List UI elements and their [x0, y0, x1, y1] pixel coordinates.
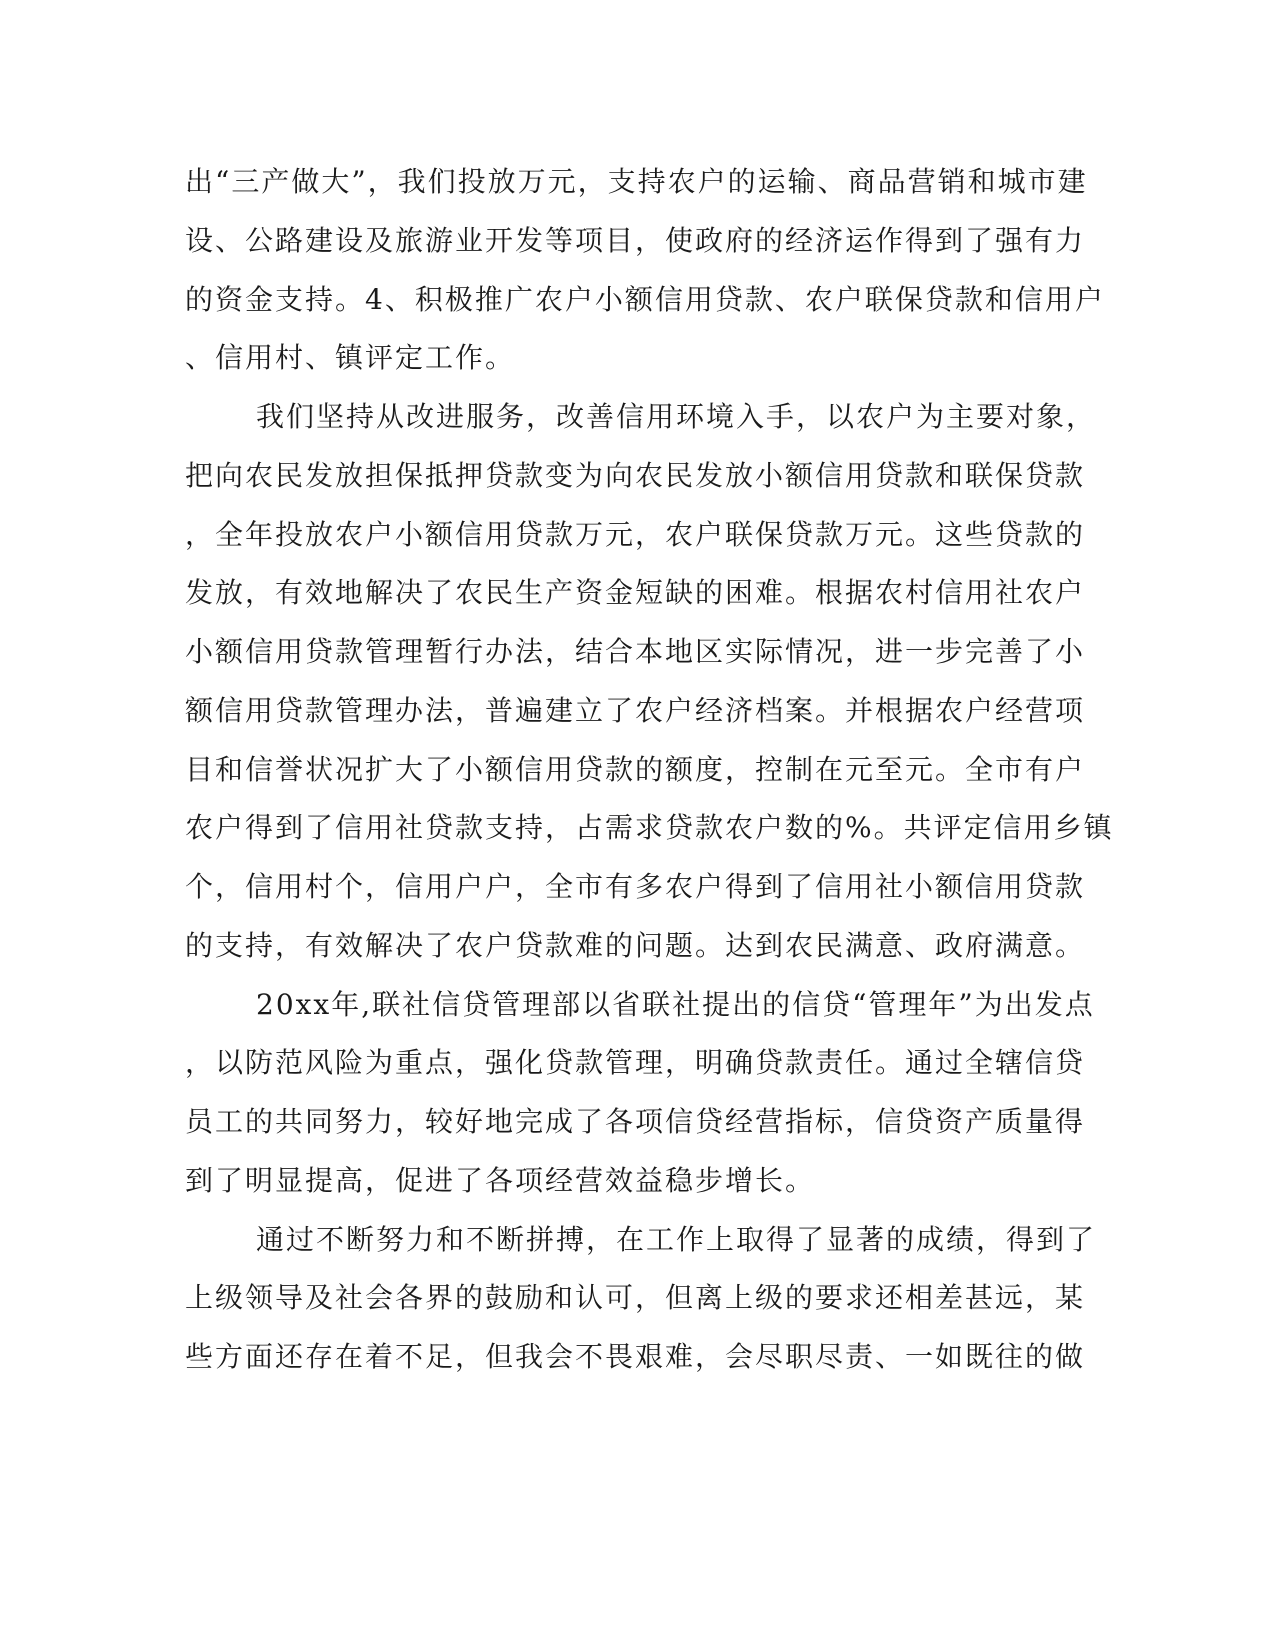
paragraph-first-line: 通过不断努力和不断拼搏，在工作上取得了显著的成绩，得到了	[256, 1223, 1097, 1256]
text-line: 小额信用贷款管理暂行办法，结合本地区实际情况，进一步完善了小	[185, 635, 1086, 668]
text-line: 的资金支持。4、积极推广农户小额信用贷款、农户联保贷款和信用户	[185, 283, 1105, 316]
text-line: 目和信誉状况扩大了小额信用贷款的额度，控制在元至元。全市有户	[185, 753, 1086, 786]
text-line: 出“三产做大”，我们投放万元，支持农户的运输、商品营销和城市建	[185, 165, 1088, 198]
text-line: 上级领导及社会各界的鼓励和认可，但离上级的要求还相差甚远，某	[185, 1281, 1086, 1314]
text-line: ，全年投放农户小额信用贷款万元，农户联保贷款万元。这些贷款的	[185, 518, 1086, 551]
text-line: 把向农民发放担保抵押贷款变为向农民发放小额信用贷款和联保贷款	[185, 459, 1086, 492]
paragraph-first-line: 我们坚持从改进服务，改善信用环境入手，以农户为主要对象，	[256, 400, 1097, 433]
text-line: 额信用贷款管理办法，普遍建立了农户经济档案。并根据农户经营项	[185, 694, 1086, 727]
text-line: 农户得到了信用社贷款支持，占需求贷款农户数的%。共评定信用乡镇	[185, 811, 1114, 844]
text-line: 到了明显提高，促进了各项经营效益稳步增长。	[185, 1164, 816, 1197]
text-line: 个，信用村个，信用户户，全市有多农户得到了信用社小额信用贷款	[185, 870, 1086, 903]
paragraph-first-line: 20xx年,联社信贷管理部以省联社提出的信贷“管理年”为出发点	[256, 988, 1095, 1021]
text-line: 的支持，有效解决了农户贷款难的问题。达到农民满意、政府满意。	[185, 929, 1086, 962]
text-line: 、信用村、镇评定工作。	[185, 341, 516, 374]
text-line: 设、公路建设及旅游业开发等项目，使政府的经济运作得到了强有力	[185, 224, 1086, 257]
text-line: 员工的共同努力，较好地完成了各项信贷经营指标，信贷资产质量得	[185, 1105, 1086, 1138]
text-line: 发放，有效地解决了农民生产资金短缺的困难。根据农村信用社农户	[185, 576, 1086, 609]
text-line: 些方面还存在着不足，但我会不畏艰难，会尽职尽责、一如既往的做	[185, 1340, 1086, 1373]
text-line: ，以防范风险为重点，强化贷款管理，明确贷款责任。通过全辖信贷	[185, 1046, 1086, 1079]
